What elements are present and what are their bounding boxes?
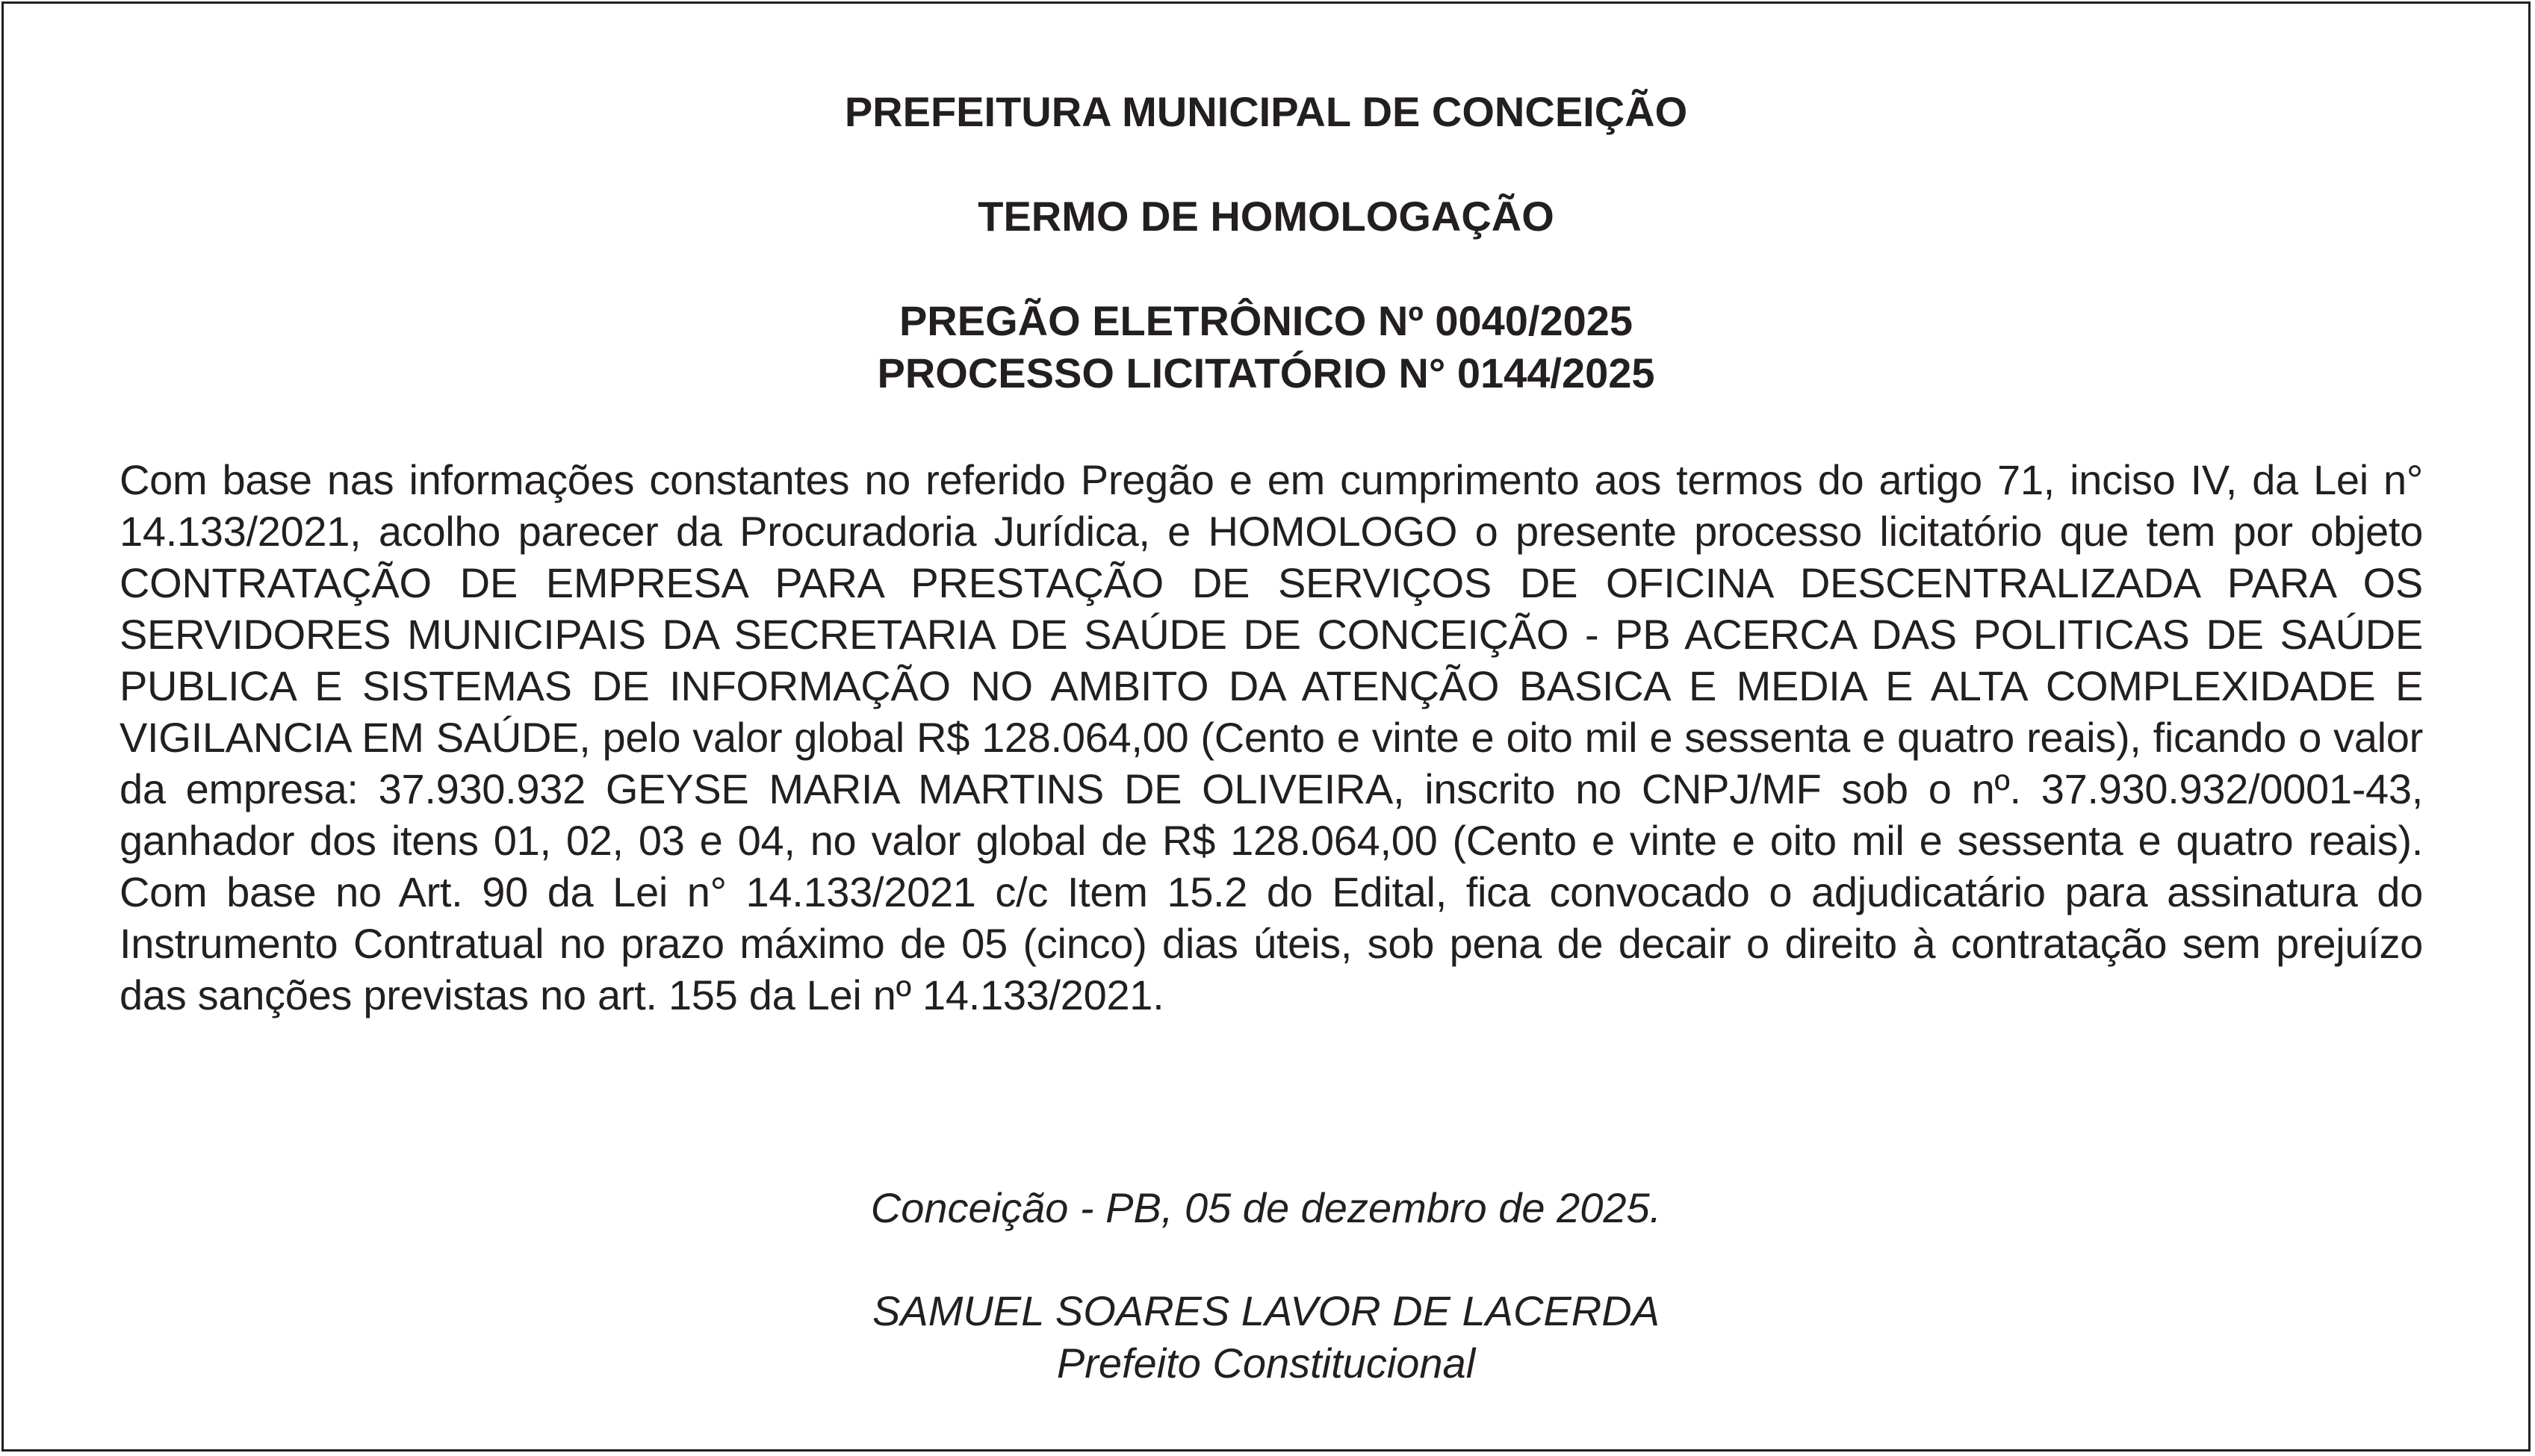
- pregao-number: PREGÃO ELETRÔNICO Nº 0040/2025: [899, 297, 1633, 344]
- signatory-title: Prefeito Constitucional: [1056, 1340, 1476, 1387]
- organization-heading: PREFEITURA MUNICIPAL DE CONCEIÇÃO: [844, 88, 1688, 135]
- signatory-name: SAMUEL SOARES LAVOR DE LACERDA: [872, 1287, 1660, 1334]
- process-headings: [4, 295, 2528, 399]
- document-frame: [1, 1, 2531, 1452]
- processo-number: PROCESSO LICITATÓRIO N° 0144/2025: [877, 349, 1655, 396]
- document-type-heading: TERMO DE HOMOLOGAÇÃO: [978, 193, 1554, 240]
- homologation-body-text: Com base nas informações constantes no referido Pregão e em cumprimento aos termos do artigo 71, inciso IV, da Lei n° 14.133/2021, acolho parecer da Procuradoria Jurídica, e HOMOLOGO o presente processo licitatório que tem por objeto CONTRATAÇÃO DE EMPRESA PARA PRESTAÇÃO DE SERVIÇOS DE OFICINA DESCENTRALIZADA PARA OS SERVIDORES MUNICIPAIS DA SECRETARIA DE SAÚDE DE CONCEIÇÃO - PB ACERCA DAS POLITICAS DE SAÚDE PUBLICA E SISTEMAS DE INFORMAÇÃO NO AMBITO DA ATENÇÃO BASICA E MEDIA E ALTA COMPLEXIDADE E VIGILANCIA EM SAÚDE, pelo valor global R$ 128.064,00 (Cento e vinte e oito mil e sessenta e quatro reais), ficando o valor da empresa: 37.930.932 GEYSE MARIA MARTINS DE OLIVEIRA, inscrito no CNPJ/MF sob o nº. 37.930.932/0001-43, ganhador dos itens 01, 02, 03 e 04, no valor global de R$ 128.064,00 (Cento e vinte e oito mil e sessenta e quatro reais). Com base no Art. 90 da Lei n° 14.133/2021 c/c Item 15.2 do Edital, fica convocado o adjudicatário para assinatura do Instrumento Contratual no prazo máximo de 05 (cinco) dias úteis, sob pena de decair o direito à contratação sem prejuízo das sanções previstas no art. 155 da Lei nº 14.133/2021.: [120, 456, 2423, 1018]
- place-and-date: Conceição - PB, 05 de dezembro de 2025.: [870, 1184, 1662, 1231]
